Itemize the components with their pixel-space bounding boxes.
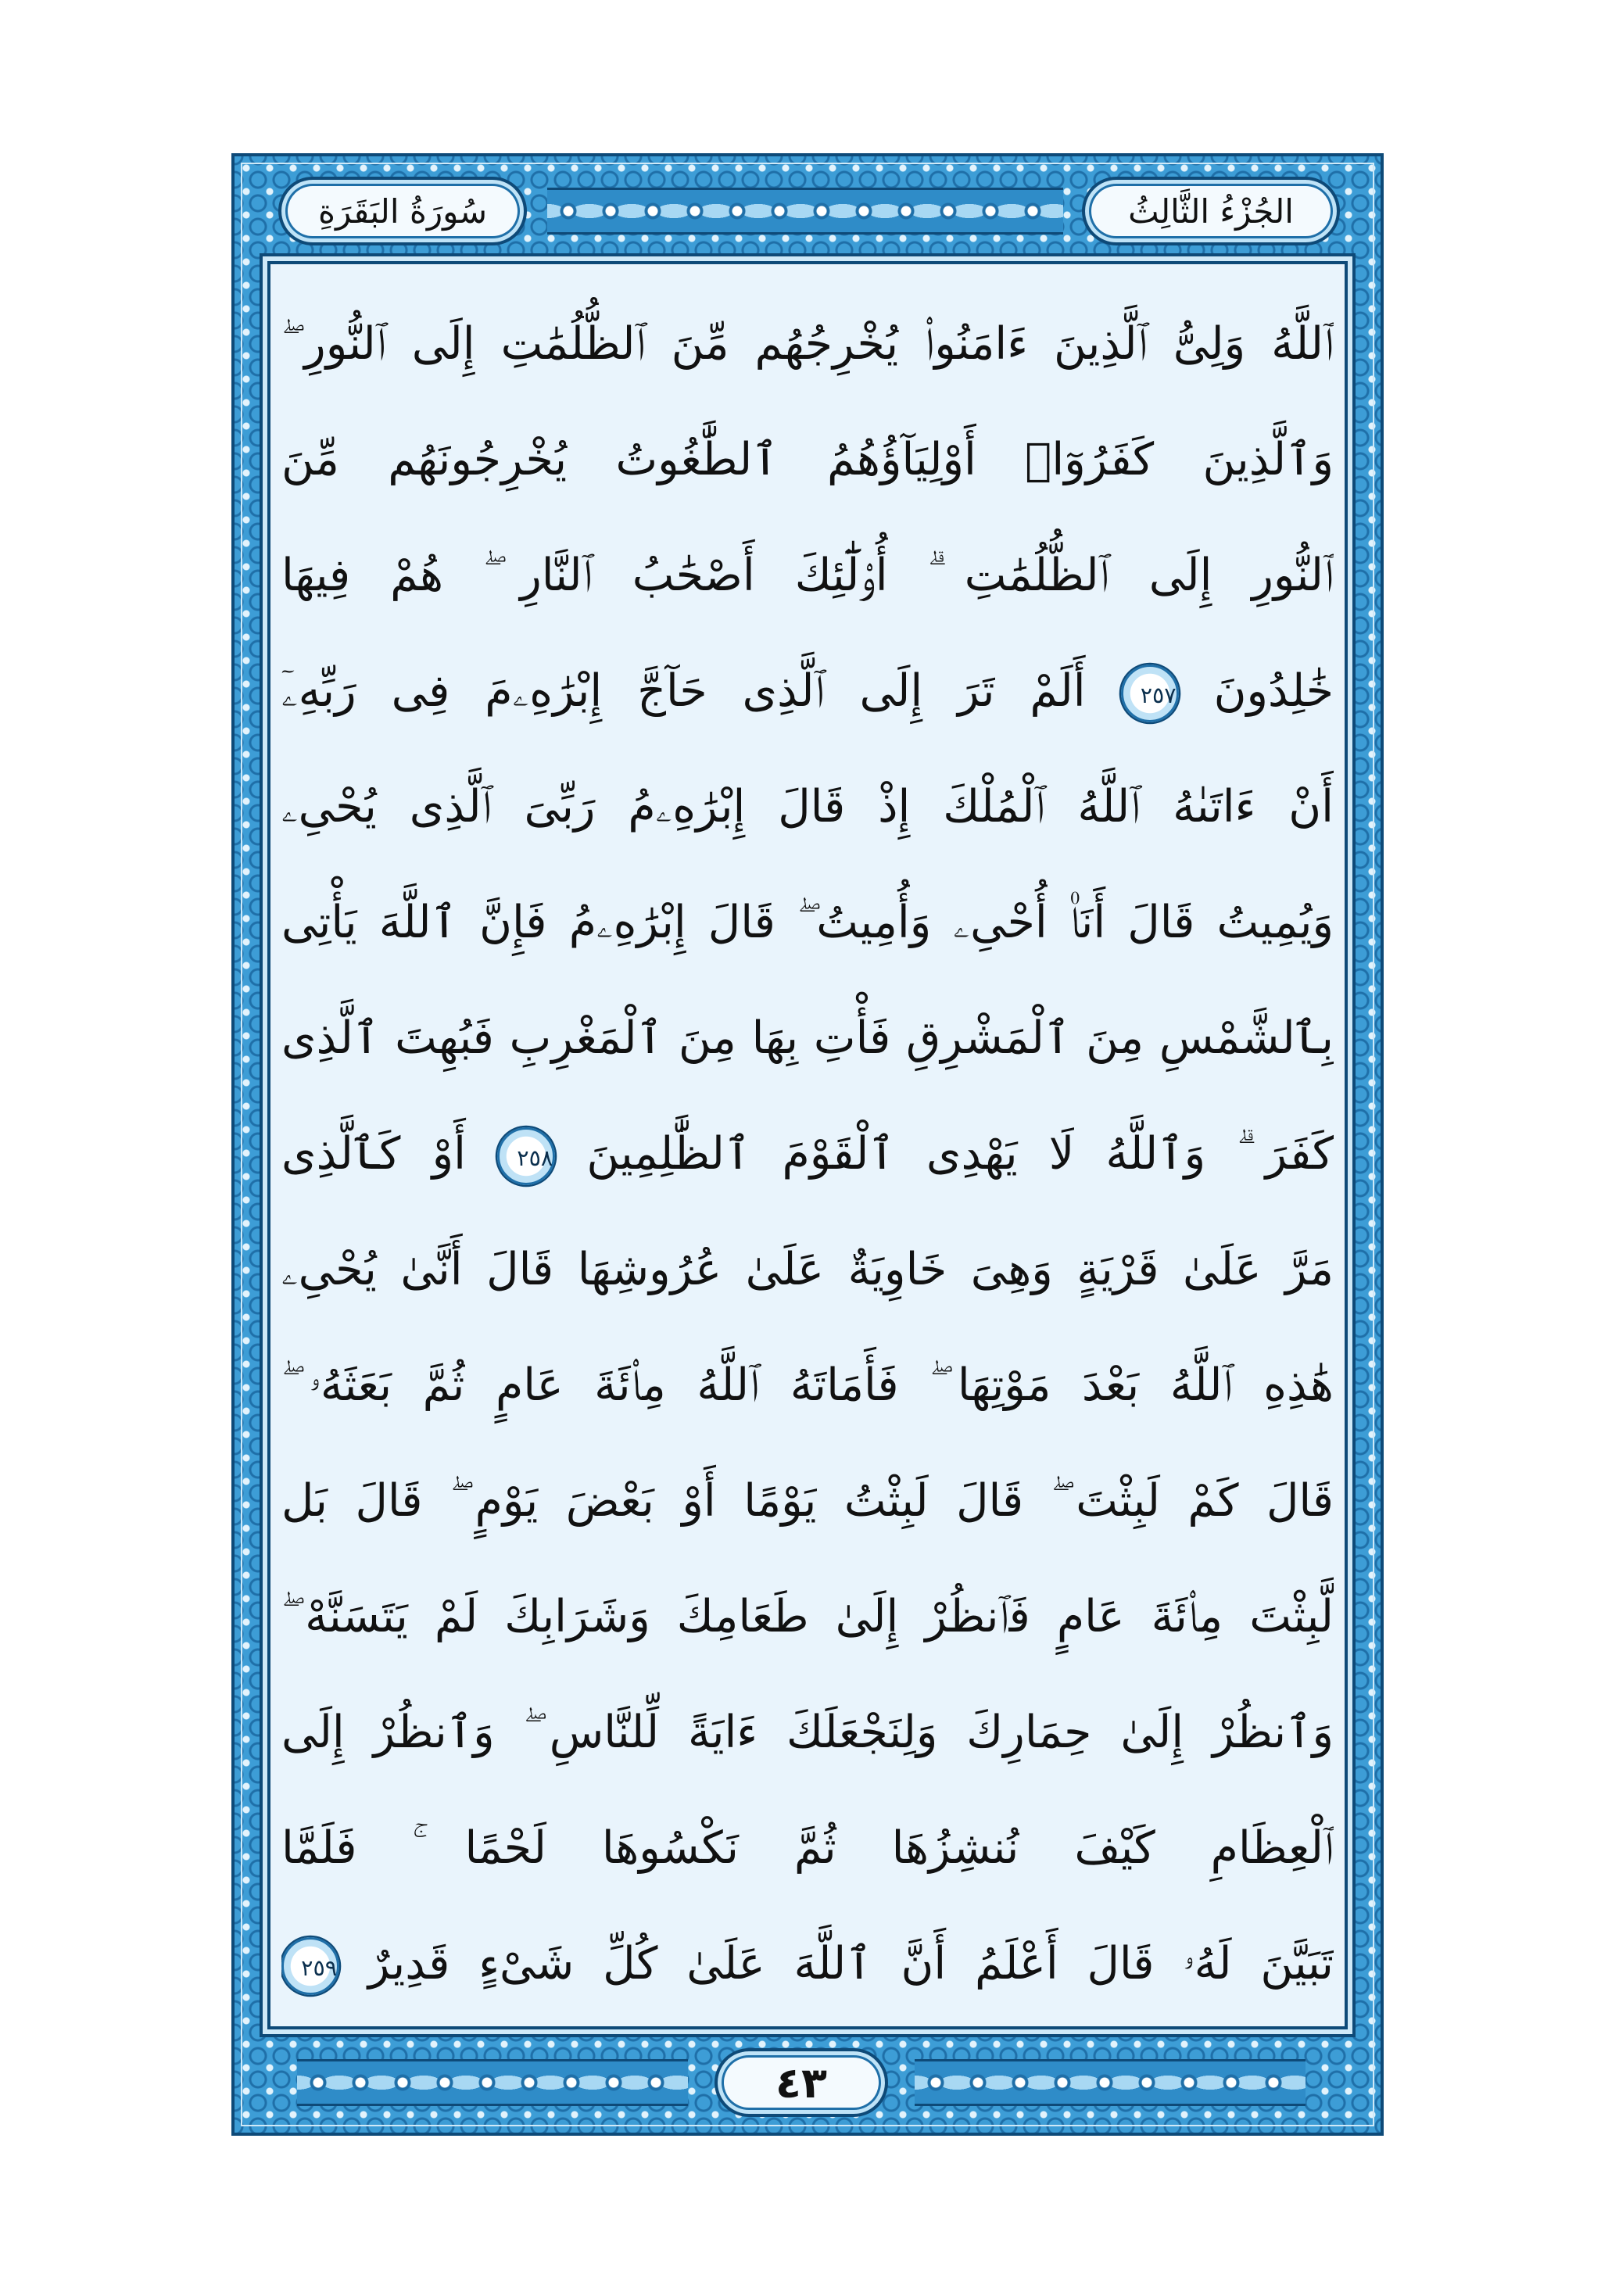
ayah-marker: ٢٥٨	[497, 1127, 555, 1185]
line-text: خَٰلِدُونَ	[1213, 665, 1334, 717]
line-text: قَالَ كَمْ لَبِثْتَ ۖ قَالَ لَبِثْتُ يَوْمًا أَوْ بَعْضَ يَوْمٍ ۖ قَالَ بَل	[281, 1475, 1334, 1527]
quran-line-9	[281, 1212, 1334, 1327]
line-text: مَرَّ عَلَىٰ قَرْيَةٍ وَهِىَ خَاوِيَةٌ عَلَىٰ عُرُوشِهَا قَالَ أَنَّىٰ يُحْىِۦ	[281, 1244, 1334, 1295]
quran-line-7	[281, 980, 1334, 1096]
quran-line-5	[281, 749, 1334, 865]
quran-line-8	[281, 1096, 1334, 1212]
quran-line-11	[281, 1443, 1334, 1559]
quran-line-14	[281, 1790, 1334, 1906]
quran-line-15	[281, 1906, 1334, 2022]
line-text: أَنْ ءَاتَىٰهُ ٱللَّهُ ٱلْمُلْكَ إِذْ قَالَ إِبْرَٰهِۦمُ رَبِّىَ ٱلَّذِى يُحْىِۦ	[281, 781, 1334, 833]
line-text: أَوْ كَٱلَّذِى	[281, 1128, 466, 1180]
line-text: وَٱلَّذِينَ كَفَرُوٓا۟ أَوْلِيَآؤُهُمُ ٱلطَّٰغُوتُ يُخْرِجُونَهُم مِّنَ	[281, 434, 1334, 485]
bottom-left-ornament-strip	[297, 2059, 688, 2106]
juz-label: الجُزْءُ الثَّالِثُ	[1128, 192, 1294, 231]
quran-line-4	[281, 633, 1334, 749]
line-text: ٱلْعِظَامِ كَيْفَ نُنشِزُهَا ثُمَّ نَكْسُوهَا لَحْمًا ۚ فَلَمَّا	[281, 1822, 1334, 1874]
text-panel	[267, 261, 1348, 2029]
top-ornament-strip	[547, 188, 1063, 235]
line-text: بِٱلشَّمْسِ مِنَ ٱلْمَشْرِقِ فَأْتِ بِهَا مِنَ ٱلْمَغْرِبِ فَبُهِتَ ٱلَّذِى	[281, 1012, 1334, 1064]
juz-header	[1082, 177, 1340, 245]
line-text: كَفَرَ ۗ وَٱللَّهُ لَا يَهْدِى ٱلْقَوْمَ ٱلظَّٰلِمِينَ	[586, 1128, 1334, 1180]
quran-line-12	[281, 1559, 1334, 1675]
quran-line-2	[281, 402, 1334, 518]
line-text: أَلَمْ تَرَ إِلَى ٱلَّذِى حَآجَّ إِبْرَٰهِۦمَ فِى رَبِّهِۦٓ	[281, 665, 1086, 717]
quran-line-13	[281, 1675, 1334, 1790]
page-number: ٤٣	[775, 2058, 827, 2108]
line-text: ٱلنُّورِ إِلَى ٱلظُّلُمَٰتِ ۗ أُو۟لَٰٓئِكَ أَصْحَٰبُ ٱلنَّارِ ۖ هُمْ فِيهَا	[281, 550, 1334, 601]
quran-line-1	[281, 286, 1334, 402]
quran-line-3	[281, 518, 1334, 633]
ayah-marker: ٢٥٩	[281, 1937, 339, 1995]
line-text: وَٱنظُرْ إِلَىٰ حِمَارِكَ وَلِنَجْعَلَكَ ءَايَةً لِّلنَّاسِ ۖ وَٱنظُرْ إِلَى	[281, 1707, 1334, 1758]
quran-line-6	[281, 865, 1334, 980]
page-number-badge	[715, 2048, 888, 2117]
line-text: هَٰذِهِ ٱللَّهُ بَعْدَ مَوْتِهَا ۖ فَأَمَاتَهُ ٱللَّهُ مِا۟ئَةَ عَامٍ ثُمَّ بَعَثَهُۥ ۖ	[281, 1359, 1334, 1411]
bottom-right-ornament-strip	[915, 2059, 1306, 2106]
quran-line-10	[281, 1327, 1334, 1443]
line-text: ٱللَّهُ وَلِىُّ ٱلَّذِينَ ءَامَنُوا۟ يُخْرِجُهُم مِّنَ ٱلظُّلُمَٰتِ إِلَى ٱلنُّورِ ۖ	[281, 318, 1334, 370]
line-text: تَبَيَّنَ لَهُۥ قَالَ أَعْلَمُ أَنَّ ٱللَّهَ عَلَىٰ كُلِّ شَىْءٍ قَدِيرٌ	[367, 1938, 1334, 1990]
surah-header	[278, 177, 527, 245]
surah-label: سُورَةُ البَقَرَةِ	[317, 192, 488, 231]
line-text: لَّبِثْتَ مِا۟ئَةَ عَامٍ فَٱنظُرْ إِلَىٰ طَعَامِكَ وَشَرَابِكَ لَمْ يَتَسَنَّهْ ۖ	[281, 1591, 1334, 1642]
line-text: وَيُمِيتُ قَالَ أَنَا۠ أُحْىِۦ وَأُمِيتُ ۖ قَالَ إِبْرَٰهِۦمُ فَإِنَّ ٱللَّهَ يَأْتِى	[281, 897, 1334, 948]
ayah-marker: ٢٥٧	[1121, 664, 1179, 722]
